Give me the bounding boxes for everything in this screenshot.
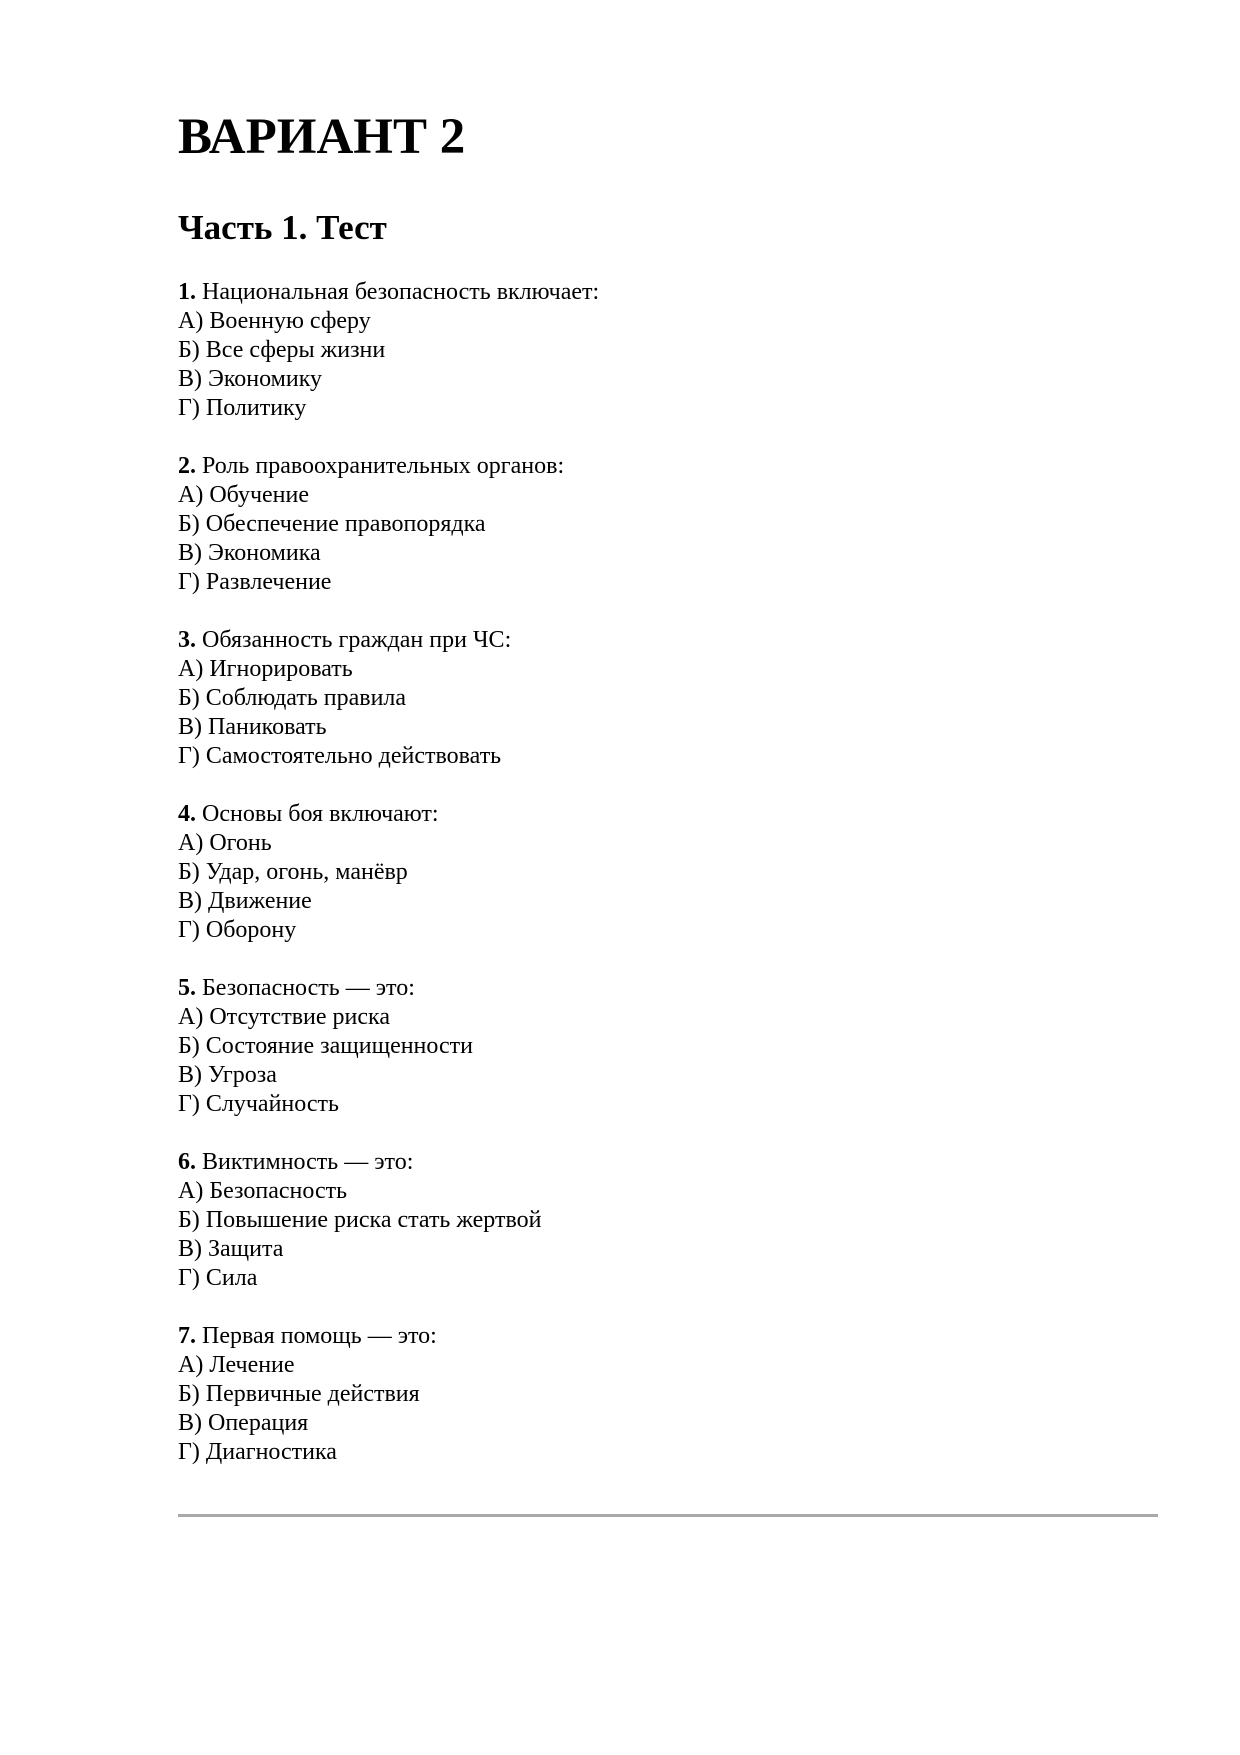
question-1-option-b: Б) Все сферы жизни [178, 337, 386, 363]
question-3-text: Обязанность граждан при ЧС: [202, 627, 512, 653]
horizontal-divider [178, 1514, 1158, 1517]
question-2 [178, 452, 1158, 626]
question-4 [178, 800, 1158, 974]
question-1-option-v: В) Экономику [178, 366, 323, 392]
question-7-option-a: А) Лечение [178, 1352, 295, 1378]
question-7-number: 7. [178, 1323, 196, 1349]
question-3-stem [178, 626, 1158, 655]
question-5-number: 5. [178, 975, 196, 1001]
question-7-option-g: Г) Диагностика [178, 1439, 337, 1465]
question-5-text: Безопасность — это: [202, 975, 415, 1001]
question-3-option-g: Г) Самостоятельно действовать [178, 743, 502, 769]
question-7-option-v: В) Операция [178, 1410, 309, 1436]
question-6-stem [178, 1148, 1158, 1177]
question-4-number: 4. [178, 801, 196, 827]
question-6-text: Виктимность — это: [202, 1149, 414, 1175]
question-6 [178, 1148, 1158, 1322]
question-5-option-g: Г) Случайность [178, 1091, 339, 1117]
question-2-option-a: А) Обучение [178, 482, 310, 508]
question-1 [178, 278, 1158, 452]
question-2-number: 2. [178, 453, 196, 479]
question-2-stem [178, 452, 1158, 481]
question-list [178, 278, 1158, 1496]
question-5-option-b: Б) Состояние защищенности [178, 1033, 473, 1059]
question-6-option-g: Г) Сила [178, 1265, 258, 1291]
question-3-option-v: В) Паниковать [178, 714, 327, 740]
question-1-stem [178, 278, 1158, 307]
question-7 [178, 1322, 1158, 1496]
question-5-option-a: А) Отсутствие риска [178, 1004, 390, 1030]
question-3-number: 3. [178, 627, 196, 653]
question-2-option-g: Г) Развлечение [178, 569, 332, 595]
question-2-option-v: В) Экономика [178, 540, 321, 566]
question-1-number: 1. [178, 279, 196, 305]
question-6-option-a: А) Безопасность [178, 1178, 348, 1204]
question-3 [178, 626, 1158, 800]
question-4-stem [178, 800, 1158, 829]
question-5-stem [178, 974, 1158, 1003]
question-4-option-b: Б) Удар, огонь, манёвр [178, 859, 408, 885]
question-3-option-b: Б) Соблюдать правила [178, 685, 407, 711]
question-6-option-b: Б) Повышение риска стать жертвой [178, 1207, 542, 1233]
question-7-stem [178, 1322, 1158, 1351]
question-4-option-g: Г) Оборону [178, 917, 297, 943]
question-2-text: Роль правоохранительных органов: [202, 453, 565, 479]
question-2-option-b: Б) Обеспечение правопорядка [178, 511, 486, 537]
question-1-option-g: Г) Политику [178, 395, 307, 421]
part-title: Часть 1. Тест [178, 208, 387, 247]
question-6-number: 6. [178, 1149, 196, 1175]
question-3-option-a: А) Игнорировать [178, 656, 353, 682]
question-5 [178, 974, 1158, 1148]
question-4-text: Основы боя включают: [202, 801, 439, 827]
question-4-option-v: В) Движение [178, 888, 312, 914]
question-6-option-v: В) Защита [178, 1236, 284, 1262]
question-7-text: Первая помощь — это: [202, 1323, 437, 1349]
question-1-option-a: А) Военную сферу [178, 308, 371, 334]
question-1-text: Национальная безопасность включает: [202, 279, 600, 305]
question-7-option-b: Б) Первичные действия [178, 1381, 420, 1407]
question-5-option-v: В) Угроза [178, 1062, 277, 1088]
question-4-option-a: А) Огонь [178, 830, 272, 856]
variant-title: ВАРИАНТ 2 [178, 109, 466, 165]
